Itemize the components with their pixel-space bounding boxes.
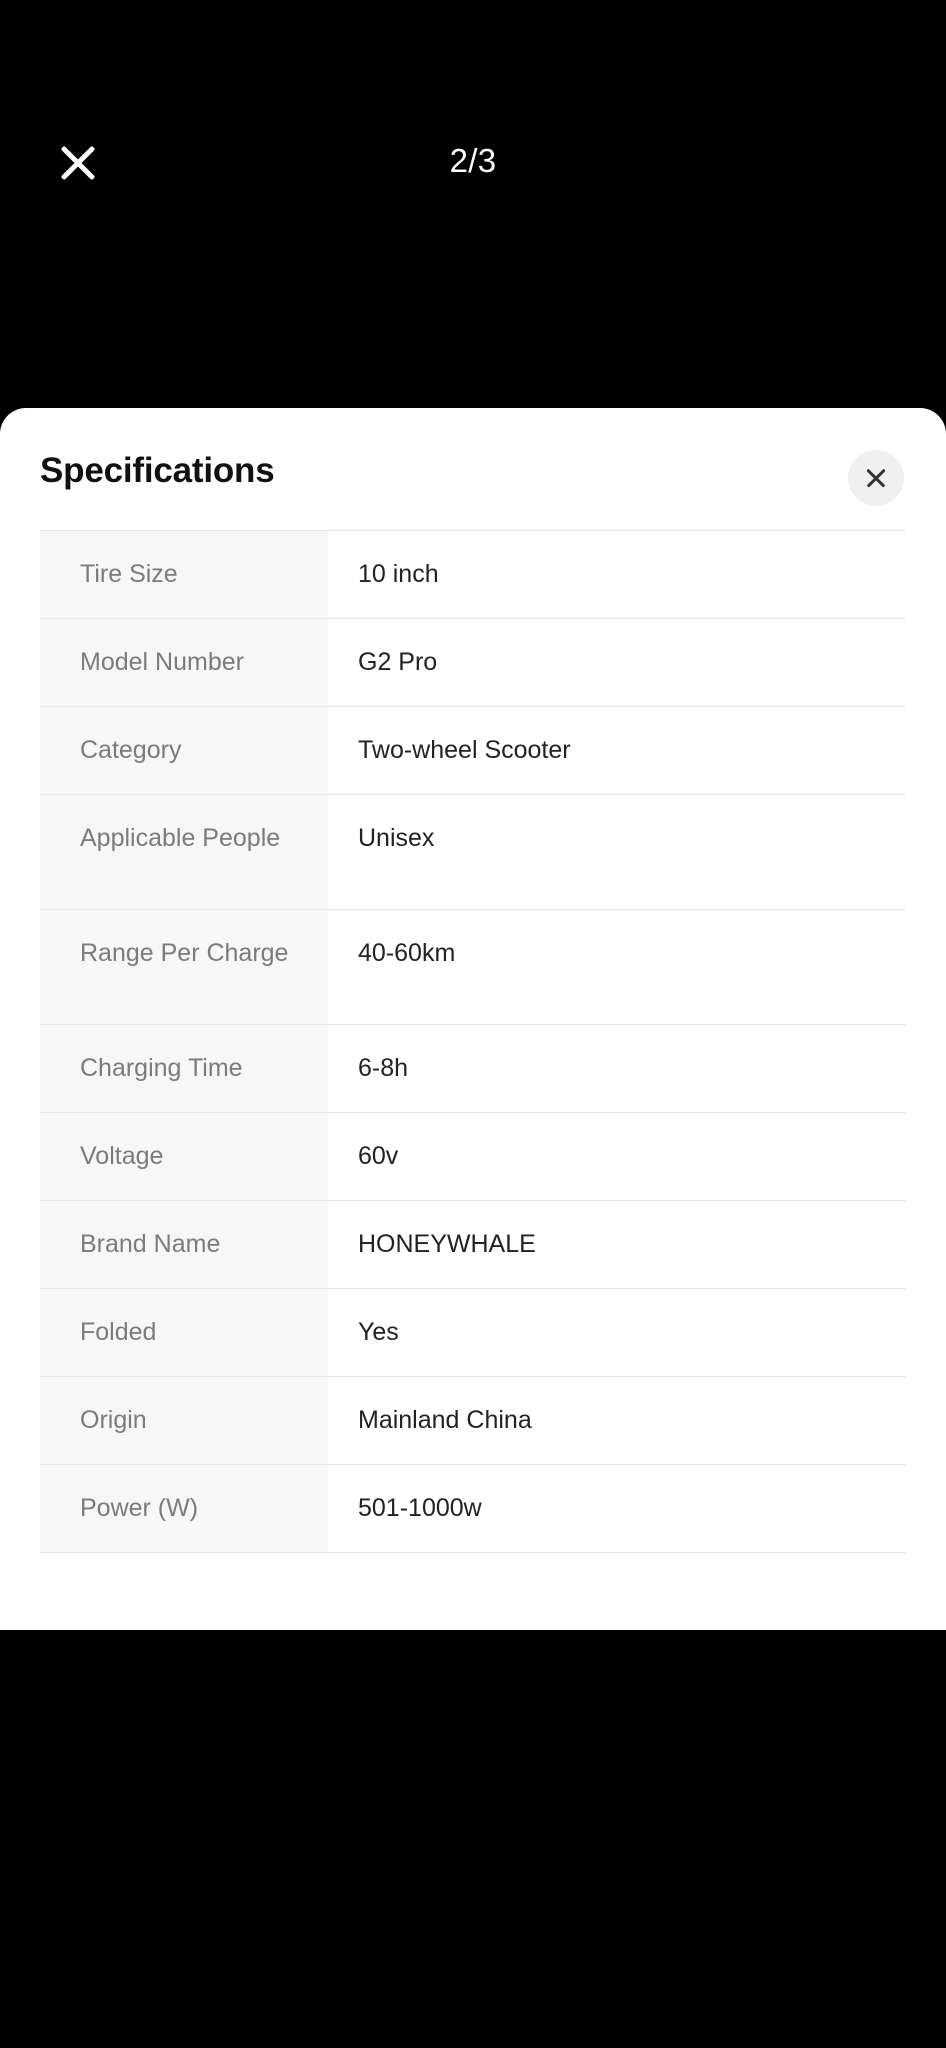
spec-value: 60v (358, 1142, 399, 1170)
table-row (40, 910, 906, 1025)
gallery-top-bar (0, 0, 946, 408)
sheet-close-icon[interactable] (848, 450, 904, 506)
spec-label: Category (40, 707, 328, 794)
spec-value: 10 inch (358, 560, 439, 588)
spec-value: 501-1000w (358, 1494, 482, 1522)
spec-value: Two-wheel Scooter (358, 736, 571, 764)
spec-label: Brand Name (40, 1201, 328, 1288)
spec-value: G2 Pro (358, 648, 438, 676)
table-row (40, 1201, 906, 1289)
table-row (40, 1465, 906, 1553)
page-title: Specifications (40, 451, 275, 490)
spec-value: Mainland China (358, 1406, 532, 1434)
table-row (40, 1289, 906, 1377)
specifications-sheet (0, 408, 946, 1630)
bottom-backdrop (0, 1630, 946, 2048)
gallery-pager: 2/3 (449, 142, 497, 179)
spec-label: Folded (40, 1289, 328, 1376)
spec-label: Charging Time (40, 1025, 328, 1112)
table-row (40, 795, 906, 910)
table-row (40, 707, 906, 795)
spec-value: HONEYWHALE (358, 1230, 536, 1258)
spec-label: Applicable People (40, 795, 328, 909)
spec-value: 6-8h (358, 1054, 409, 1082)
sheet-header (0, 408, 946, 530)
table-row (40, 1377, 906, 1465)
spec-label: Voltage (40, 1113, 328, 1200)
specifications-table (40, 530, 906, 1553)
table-row (40, 531, 906, 619)
spec-value: Unisex (358, 824, 435, 852)
table-row (40, 1113, 906, 1201)
table-row (40, 619, 906, 707)
spec-label: Power (W) (40, 1465, 328, 1552)
spec-value: Yes (358, 1318, 399, 1346)
spec-label: Tire Size (40, 531, 328, 618)
spec-label: Range Per Charge (40, 910, 328, 1024)
sheet-bottom-padding (0, 1553, 946, 1630)
spec-label: Model Number (40, 619, 328, 706)
table-row (40, 1025, 906, 1113)
spec-label: Origin (40, 1377, 328, 1464)
spec-value: 40-60km (358, 939, 456, 967)
